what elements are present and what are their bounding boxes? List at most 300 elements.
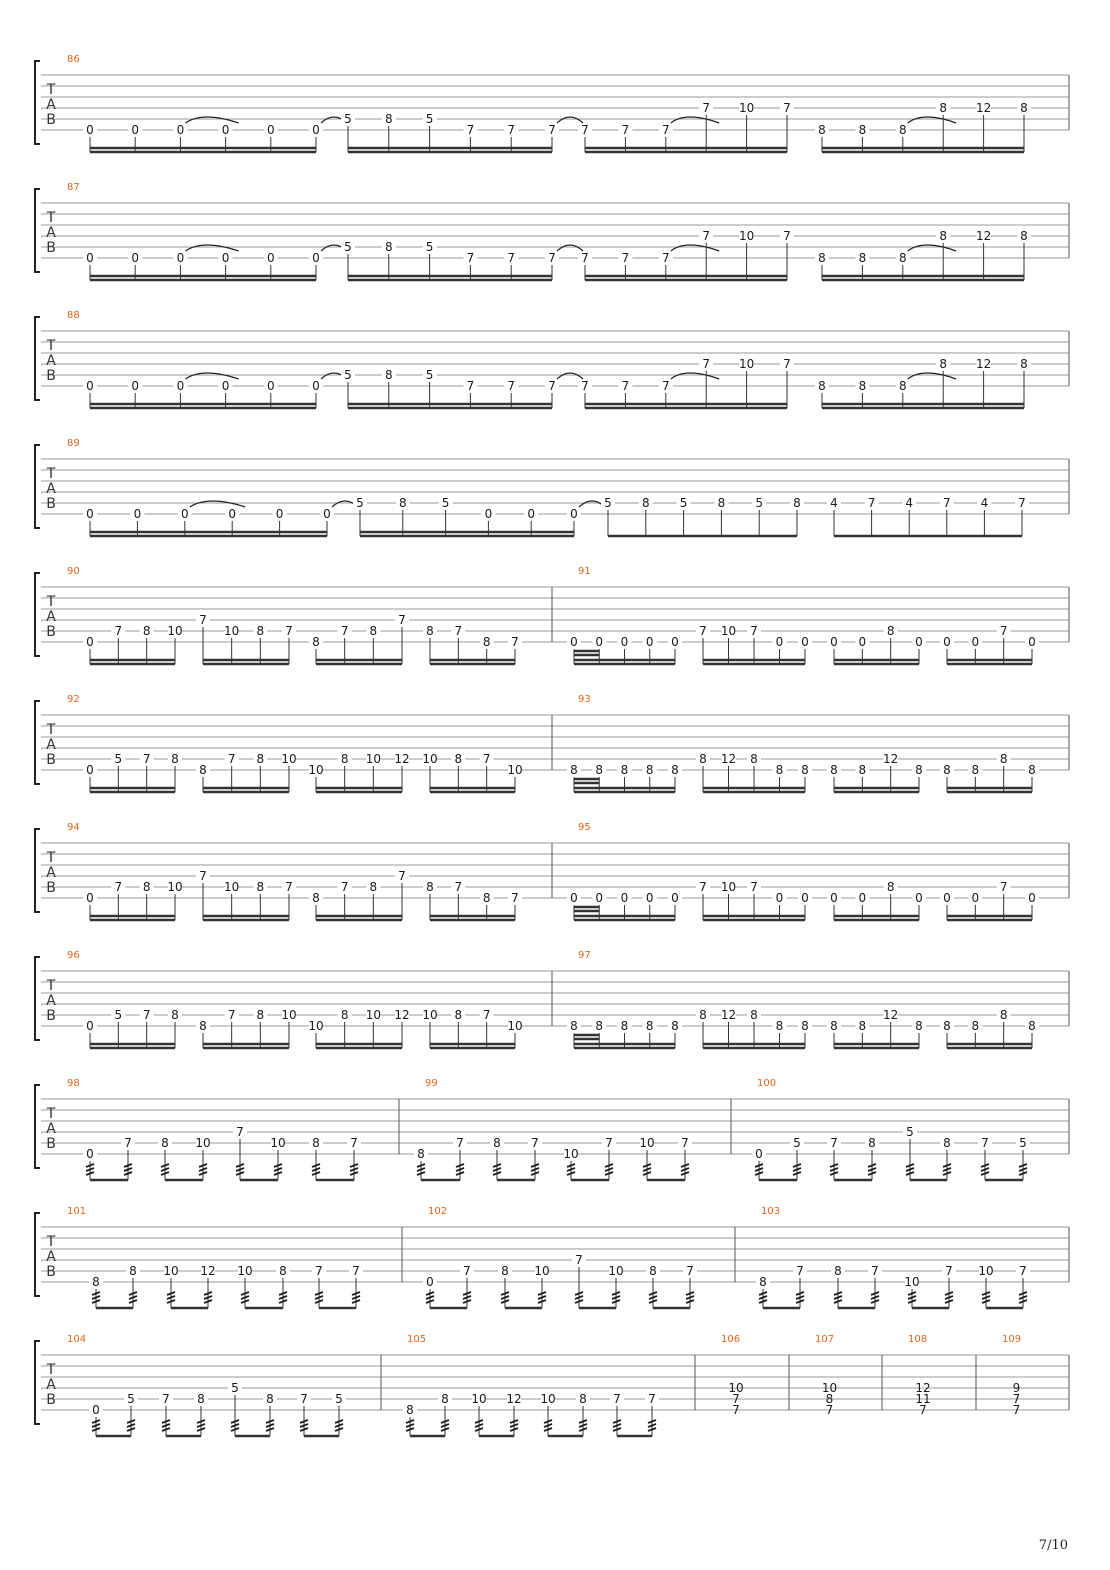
- tremolo-slash: [129, 1296, 137, 1299]
- fret-number: 10: [365, 1008, 381, 1022]
- tab-system-9: [35, 1078, 1069, 1180]
- fret-number: 10: [308, 763, 324, 777]
- fret-number: 8: [717, 496, 726, 510]
- beam-group: [308, 752, 409, 792]
- fret-number: 0: [221, 379, 230, 393]
- fret-number: 12: [915, 1381, 931, 1395]
- fret-number: 10: [720, 880, 737, 894]
- fret-number: 0: [180, 507, 189, 521]
- fret-number: 0: [527, 507, 536, 521]
- measure-number: 97: [578, 950, 591, 961]
- fret-number: 7: [613, 1392, 621, 1406]
- fret-number: 8: [750, 1008, 758, 1022]
- tremolo-slash: [197, 1420, 205, 1423]
- measure-106: [695, 1334, 744, 1417]
- fret-number: 7: [981, 1136, 989, 1150]
- tremolo-slash: [945, 1296, 953, 1299]
- fret-number: 8: [384, 368, 393, 382]
- fret-number: 7: [648, 1392, 656, 1406]
- fret-number: 7: [511, 635, 519, 649]
- fret-number: 0: [176, 379, 185, 393]
- fret-number: 8: [801, 1019, 809, 1033]
- beam-group: [196, 613, 296, 664]
- beam-group: [696, 624, 812, 664]
- tremolo-slash: [649, 1300, 657, 1303]
- fret-number: 7: [783, 229, 791, 243]
- fret-number: 7: [142, 752, 151, 766]
- measure-number: 88: [67, 310, 80, 321]
- tremolo-slash: [92, 1292, 100, 1295]
- tab-system-7: [35, 822, 1069, 920]
- beam-group: [940, 880, 1039, 920]
- tie-arc: [671, 373, 719, 379]
- tie-arc: [908, 245, 956, 251]
- beam-group: [308, 1008, 409, 1048]
- fret-number: 0: [671, 891, 679, 905]
- tremolo-slash: [241, 1292, 249, 1295]
- fret-number: 5: [604, 496, 612, 510]
- fret-number: 8: [1020, 101, 1028, 115]
- tremolo-slash: [531, 1164, 539, 1167]
- fret-number: 0: [830, 635, 838, 649]
- tremolo-slash: [755, 1172, 763, 1175]
- fret-number: 8: [641, 496, 650, 510]
- fret-number: 8: [825, 1392, 834, 1406]
- tremolo-slash: [981, 1172, 989, 1175]
- tremolo-slash: [1019, 1172, 1027, 1175]
- fret-number: 12: [200, 1264, 216, 1278]
- tremolo-slash: [406, 1428, 414, 1431]
- tremolo-slash: [648, 1424, 656, 1427]
- tremolo-slash: [686, 1296, 694, 1299]
- fret-number: 7: [300, 1392, 308, 1406]
- beam-group: [827, 752, 926, 792]
- fret-number: 8: [279, 1264, 287, 1278]
- fret-number: 10: [281, 1008, 297, 1022]
- beam-group: [572, 1253, 624, 1308]
- tremolo-slash: [124, 1164, 132, 1167]
- fret-number: 8: [775, 763, 784, 777]
- measure-99: [399, 1078, 692, 1180]
- fret-number: 5: [127, 1392, 135, 1406]
- fret-number: 0: [971, 891, 980, 905]
- system-bracket: [35, 829, 40, 912]
- fret-number: 10: [281, 752, 297, 766]
- fret-number: 8: [256, 880, 265, 894]
- beam-group: [422, 752, 522, 792]
- fret-number: 7: [605, 1136, 613, 1150]
- measure-number: 89: [67, 438, 80, 449]
- tremolo-slash: [759, 1296, 767, 1299]
- fret-number: 10: [720, 624, 737, 638]
- tremolo-slash: [579, 1428, 587, 1431]
- fret-number: 0: [86, 763, 94, 777]
- tremolo-slash: [834, 1292, 842, 1295]
- fret-number: 0: [323, 507, 331, 521]
- tremolo-slash: [567, 1172, 575, 1175]
- measure-97: [552, 950, 1039, 1048]
- tremolo-slash: [426, 1300, 434, 1303]
- measure-number: 101: [67, 1206, 87, 1217]
- tremolo-slash: [981, 1164, 989, 1167]
- tremolo-slash: [493, 1172, 501, 1175]
- tremolo-slash: [426, 1296, 434, 1299]
- fret-number: 7: [124, 1136, 132, 1150]
- fret-number: 0: [775, 891, 784, 905]
- fret-number: 10: [365, 752, 381, 766]
- tremolo-slash: [315, 1300, 323, 1303]
- tremolo-slash: [531, 1172, 539, 1175]
- fret-number: 8: [858, 763, 867, 777]
- fret-number: 7: [454, 624, 463, 638]
- tremolo-slash: [352, 1292, 360, 1295]
- fret-number: 8: [384, 240, 393, 254]
- tremolo-slash: [266, 1420, 274, 1423]
- tremolo-slash: [127, 1424, 135, 1427]
- tie-arc: [908, 373, 956, 379]
- fret-number: 8: [256, 624, 265, 638]
- tremolo-slash: [456, 1172, 464, 1175]
- beam-group: [341, 240, 583, 280]
- beam-group: [815, 357, 1031, 408]
- tremolo-slash: [906, 1168, 914, 1171]
- tremolo-slash: [759, 1292, 767, 1295]
- tab-clef-letter-b: B: [46, 1136, 56, 1152]
- fret-number: 0: [86, 507, 94, 521]
- fret-number: 7: [871, 1264, 879, 1278]
- tab-clef-letter-b: B: [46, 240, 56, 256]
- fret-number: 8: [793, 496, 801, 510]
- fret-number: 8: [971, 763, 980, 777]
- tremolo-slash: [643, 1168, 651, 1171]
- fret-number: 0: [131, 379, 140, 393]
- tremolo-slash: [908, 1296, 916, 1299]
- tremolo-slash: [199, 1172, 207, 1175]
- tremolo-slash: [796, 1296, 804, 1299]
- tab-clef-letter-a: A: [46, 481, 56, 497]
- tremolo-slash: [86, 1164, 94, 1167]
- tremolo-slash: [871, 1296, 879, 1299]
- beam-group: [83, 1008, 182, 1048]
- fret-number: 8: [999, 752, 1008, 766]
- fret-number: 5: [755, 496, 764, 510]
- fret-number: 5: [441, 496, 450, 510]
- beam-group: [567, 891, 682, 920]
- tab-clef-letter-t: T: [46, 466, 56, 482]
- tab-clef-letter-t: T: [46, 338, 56, 354]
- measure-94: [67, 822, 522, 920]
- tremolo-slash: [231, 1420, 239, 1423]
- tie-arc: [908, 117, 956, 123]
- system-bracket: [35, 1213, 40, 1296]
- fret-number: 7: [621, 251, 630, 265]
- measure-number: 105: [407, 1334, 427, 1345]
- tremolo-slash: [204, 1300, 212, 1303]
- fret-number: 12: [975, 357, 992, 371]
- tab-clef-letter-b: B: [46, 1008, 56, 1024]
- tremolo-slash: [204, 1296, 212, 1299]
- fret-number: 8: [939, 229, 948, 243]
- tremolo-slash: [124, 1172, 132, 1175]
- beam-group: [423, 624, 522, 664]
- fret-number: 0: [86, 635, 94, 649]
- fret-number: 0: [671, 635, 679, 649]
- beam-group: [83, 245, 347, 280]
- tremolo-slash: [274, 1172, 282, 1175]
- fret-number: 8: [943, 1136, 951, 1150]
- beam-group: [827, 880, 926, 920]
- tab-system-2: [35, 182, 1069, 280]
- fret-number: 7: [548, 251, 556, 265]
- beam-group: [903, 1125, 954, 1180]
- tremolo-slash: [456, 1168, 464, 1171]
- fret-number: 5: [344, 240, 352, 254]
- measure-number: 92: [67, 694, 80, 705]
- fret-number: 12: [975, 229, 992, 243]
- beam-group: [196, 752, 297, 792]
- fret-number: 7: [466, 251, 475, 265]
- tremolo-slash: [605, 1172, 613, 1175]
- fret-number: 10: [224, 880, 240, 894]
- tab-clef-letter-t: T: [46, 1106, 56, 1122]
- measure-number: 93: [578, 694, 591, 705]
- system-bracket: [35, 189, 40, 272]
- tab-system-3: [35, 310, 1069, 408]
- tremolo-slash: [796, 1292, 804, 1295]
- fret-number: 12: [506, 1392, 522, 1406]
- tremolo-slash: [417, 1168, 425, 1171]
- fret-number: 0: [755, 1147, 763, 1161]
- fret-number: 5: [114, 752, 123, 766]
- measure-number: 90: [67, 566, 80, 577]
- beam-group: [940, 624, 1039, 664]
- tab-clef-letter-t: T: [46, 594, 56, 610]
- fret-number: 8: [595, 763, 604, 777]
- system-bracket: [35, 445, 40, 528]
- fret-number: 7: [1012, 1403, 1021, 1417]
- fret-number: 0: [943, 635, 951, 649]
- fret-number: 7: [575, 1253, 583, 1267]
- fret-number: 7: [114, 880, 123, 894]
- tremolo-slash: [575, 1296, 583, 1299]
- fret-number: 8: [161, 1136, 169, 1150]
- tremolo-slash: [793, 1168, 801, 1171]
- beam-group: [940, 1008, 1039, 1048]
- beam-group: [578, 357, 794, 408]
- fret-number: 8: [384, 112, 393, 126]
- measure-88: [67, 310, 1031, 408]
- tremolo-slash: [161, 1168, 169, 1171]
- tab-clef-letter-b: B: [46, 496, 56, 512]
- tab-system-4: [35, 438, 1069, 536]
- tremolo-slash: [982, 1296, 990, 1299]
- tie-arc: [671, 117, 719, 123]
- fret-number: 7: [507, 379, 516, 393]
- fret-number: 7: [548, 379, 556, 393]
- fret-number: 8: [312, 891, 320, 905]
- fret-number: 8: [620, 1019, 629, 1033]
- tremolo-slash: [830, 1172, 838, 1175]
- tremolo-slash: [315, 1292, 323, 1295]
- tremolo-slash: [871, 1292, 879, 1295]
- fret-number: 10: [507, 1019, 523, 1033]
- measure-100: [731, 1078, 1030, 1180]
- fret-number: 7: [507, 251, 516, 265]
- fret-number: 0: [645, 635, 654, 649]
- tremolo-slash: [575, 1300, 583, 1303]
- tremolo-slash: [649, 1292, 657, 1295]
- fret-number: 8: [858, 251, 867, 265]
- tremolo-slash: [612, 1300, 620, 1303]
- fret-number: 7: [681, 1136, 689, 1150]
- fret-number: 8: [775, 1019, 784, 1033]
- fret-number: 10: [728, 1381, 744, 1395]
- tab-system-11: [35, 1334, 1069, 1436]
- fret-number: 0: [1028, 635, 1036, 649]
- fret-number: 7: [796, 1264, 804, 1278]
- tie-arc: [190, 501, 245, 507]
- tremolo-slash: [161, 1172, 169, 1175]
- tremolo-slash: [544, 1428, 552, 1431]
- fret-number: 0: [775, 635, 784, 649]
- tremolo-slash: [538, 1296, 546, 1299]
- tremolo-slash: [236, 1164, 244, 1167]
- tremolo-slash: [241, 1300, 249, 1303]
- fret-number: 7: [456, 1136, 464, 1150]
- fret-number: 7: [830, 1136, 838, 1150]
- measure-number: 95: [578, 822, 591, 833]
- tremolo-slash: [834, 1300, 842, 1303]
- tremolo-slash: [681, 1164, 689, 1167]
- fret-number: 12: [394, 752, 410, 766]
- fret-number: 8: [915, 1019, 923, 1033]
- fret-number: 8: [454, 1008, 463, 1022]
- fret-number: 7: [702, 229, 711, 243]
- tremolo-slash: [868, 1172, 876, 1175]
- measure-number: 100: [757, 1078, 777, 1089]
- fret-number: 8: [868, 1136, 876, 1150]
- fret-number: 5: [425, 112, 434, 126]
- tremolo-slash: [575, 1292, 583, 1295]
- fret-number: 7: [511, 891, 519, 905]
- fret-number: 7: [621, 123, 630, 137]
- tremolo-slash: [834, 1296, 842, 1299]
- fret-number: 12: [394, 1008, 410, 1022]
- tremolo-slash: [643, 1172, 651, 1175]
- fret-number: 10: [237, 1264, 253, 1278]
- fret-number: 8: [340, 1008, 349, 1022]
- tab-clef-letter-b: B: [46, 880, 56, 896]
- beam-group: [83, 880, 183, 920]
- measure-89: [67, 438, 1029, 536]
- tremolo-slash: [567, 1164, 575, 1167]
- measure-86: [67, 54, 1031, 152]
- fret-number: 7: [398, 613, 406, 627]
- measure-number: 103: [761, 1206, 781, 1217]
- tremolo-slash: [274, 1164, 282, 1167]
- tremolo-slash: [945, 1300, 953, 1303]
- tab-system-6: [35, 694, 1069, 792]
- fret-number: 12: [975, 101, 992, 115]
- fret-number: 8: [1028, 1019, 1036, 1033]
- beam-group: [83, 373, 347, 408]
- fret-number: 0: [426, 1275, 434, 1289]
- beam-group: [423, 880, 522, 920]
- fret-number: 7: [702, 357, 711, 371]
- tremolo-slash: [1019, 1164, 1027, 1167]
- tab-clef-letter-b: B: [46, 1392, 56, 1408]
- beam-group: [341, 368, 583, 408]
- fret-number: 7: [825, 1403, 834, 1417]
- tremolo-slash: [199, 1168, 207, 1171]
- tremolo-slash: [943, 1164, 951, 1167]
- system-bracket: [35, 1085, 40, 1168]
- beam-group: [827, 496, 1029, 536]
- fret-number: 8: [340, 752, 349, 766]
- fret-number: 8: [915, 763, 923, 777]
- fret-number: 0: [275, 507, 284, 521]
- tremolo-slash: [266, 1424, 274, 1427]
- tremolo-slash: [493, 1168, 501, 1171]
- fret-number: 5: [356, 496, 364, 510]
- tremolo-slash: [162, 1420, 170, 1423]
- tremolo-slash: [92, 1428, 100, 1431]
- fret-number: 0: [312, 251, 320, 265]
- tie-arc: [185, 245, 238, 251]
- fret-number: 7: [999, 624, 1008, 638]
- tremolo-slash: [167, 1296, 175, 1299]
- fret-number: 5: [425, 368, 434, 382]
- tremolo-slash: [755, 1168, 763, 1171]
- measure-number: 99: [425, 1078, 438, 1089]
- tremolo-slash: [279, 1296, 287, 1299]
- fret-number: 7: [199, 869, 207, 883]
- fret-number: 7: [236, 1125, 244, 1139]
- tremolo-slash: [981, 1168, 989, 1171]
- tie-arc: [185, 373, 238, 379]
- tremolo-slash: [943, 1168, 951, 1171]
- fret-number: 0: [92, 1403, 100, 1417]
- fret-number: 10: [608, 1264, 624, 1278]
- fret-number: 8: [1020, 357, 1028, 371]
- fret-number: 10: [167, 880, 183, 894]
- fret-number: 0: [830, 891, 838, 905]
- fret-number: 7: [454, 880, 463, 894]
- fret-number: 7: [750, 880, 758, 894]
- beam-group: [228, 1381, 277, 1436]
- fret-number: 8: [699, 752, 707, 766]
- beam-group: [353, 496, 605, 536]
- tremolo-slash: [86, 1172, 94, 1175]
- fret-number: 0: [971, 635, 980, 649]
- fret-number: 8: [501, 1264, 509, 1278]
- fret-number: 7: [999, 880, 1008, 894]
- fret-number: 7: [531, 1136, 539, 1150]
- measure-91: [552, 566, 1039, 664]
- tab-clef-letter-b: B: [46, 752, 56, 768]
- fret-number: 7: [114, 624, 123, 638]
- tie-arc: [671, 245, 719, 251]
- tremolo-slash: [279, 1292, 287, 1295]
- fret-number: 5: [335, 1392, 343, 1406]
- fret-number: 7: [340, 624, 349, 638]
- fret-number: 7: [1012, 1392, 1021, 1406]
- tie-arc: [557, 245, 583, 251]
- tremolo-slash: [538, 1292, 546, 1295]
- measure-number: 106: [721, 1334, 741, 1345]
- tremolo-slash: [681, 1172, 689, 1175]
- fret-number: 0: [943, 891, 951, 905]
